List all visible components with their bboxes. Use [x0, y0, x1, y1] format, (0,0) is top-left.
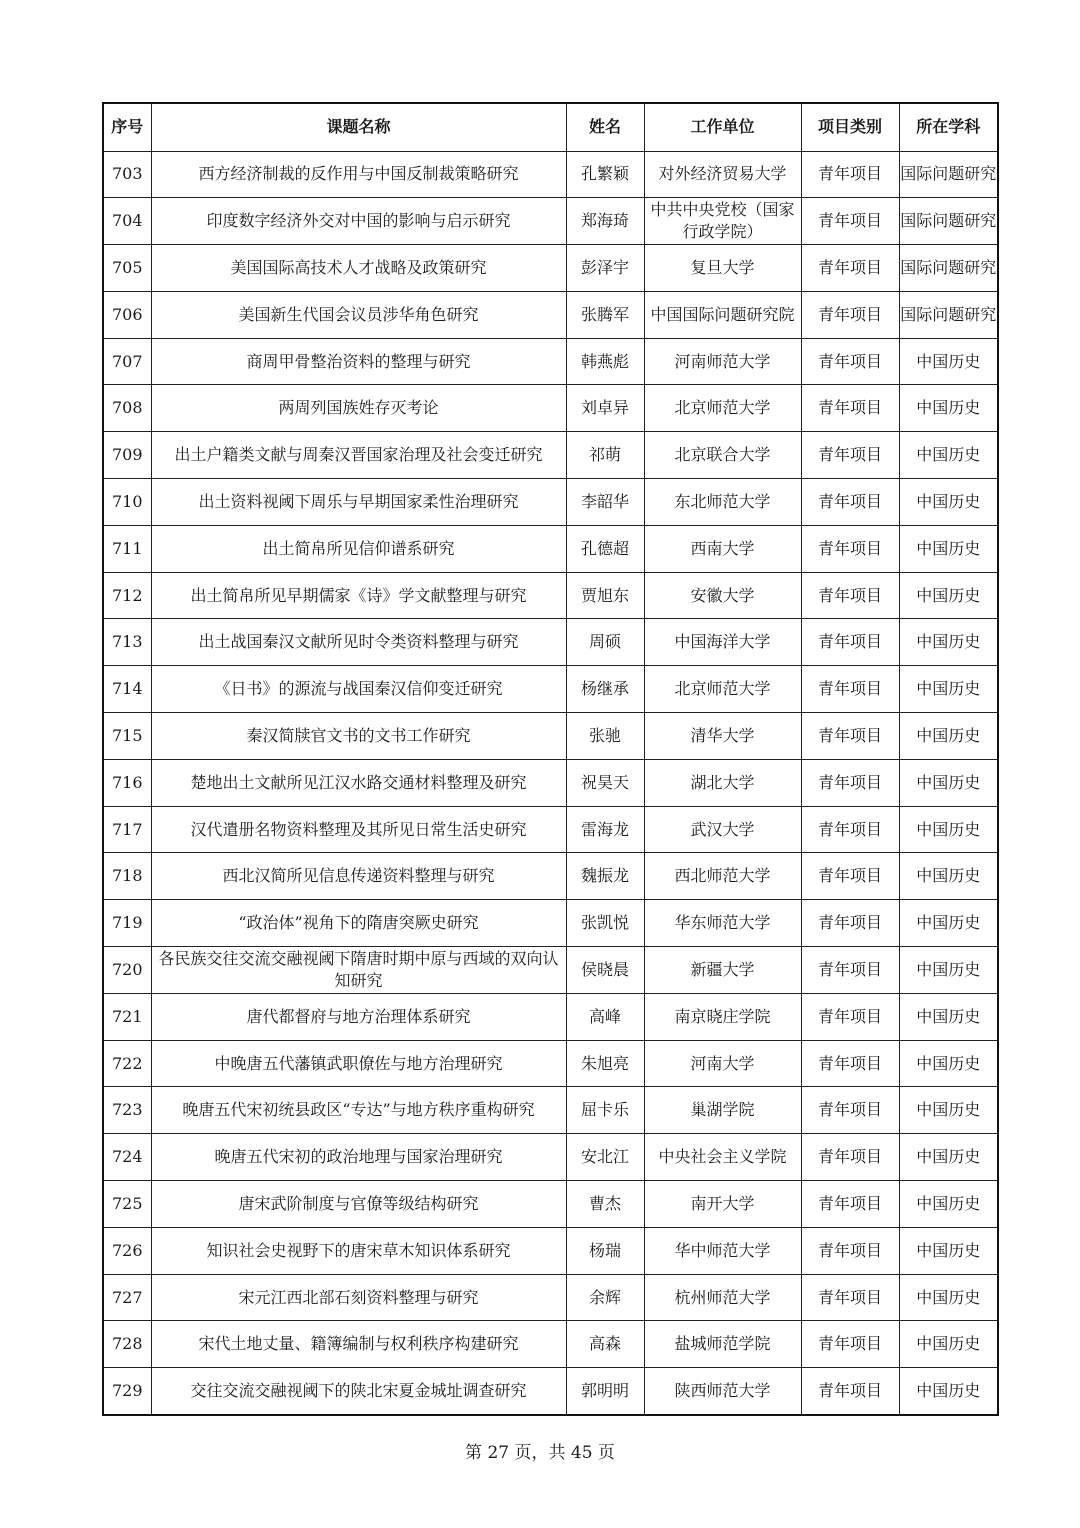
cell-institution: 清华大学 [644, 713, 801, 760]
cell-title: 知识社会史视野下的唐宋草木知识体系研究 [151, 1227, 566, 1274]
cell-title: 交往交流交融视阈下的陕北宋夏金城址调查研究 [151, 1368, 566, 1415]
cell-no: 723 [103, 1087, 151, 1134]
cell-institution: 巢湖学院 [644, 1087, 801, 1134]
cell-institution: 中共中央党校（国家行政学院） [644, 198, 801, 245]
cell-subject: 中国历史 [899, 666, 998, 713]
cell-name: 彭泽宇 [566, 245, 644, 292]
cell-category: 青年项目 [801, 713, 899, 760]
table-row [103, 151, 998, 198]
cell-category: 青年项目 [801, 666, 899, 713]
cell-category: 青年项目 [801, 479, 899, 526]
header-name: 姓名 [566, 103, 644, 151]
cell-name: 张驰 [566, 713, 644, 760]
table-row [103, 525, 998, 572]
cell-category: 青年项目 [801, 806, 899, 853]
header-no: 序号 [103, 103, 151, 151]
cell-institution: 北京联合大学 [644, 432, 801, 479]
cell-subject: 中国历史 [899, 1274, 998, 1321]
cell-institution: 对外经济贸易大学 [644, 151, 801, 198]
cell-subject: 中国历史 [899, 1368, 998, 1415]
cell-category: 青年项目 [801, 432, 899, 479]
table-row [103, 338, 998, 385]
project-table [102, 102, 999, 1416]
cell-name: 雷海龙 [566, 806, 644, 853]
cell-name: 高峰 [566, 993, 644, 1040]
cell-institution: 西南大学 [644, 525, 801, 572]
cell-institution: 武汉大学 [644, 806, 801, 853]
cell-title: 美国新生代国会议员涉华角色研究 [151, 291, 566, 338]
table-row [103, 947, 998, 994]
cell-title: 印度数字经济外交对中国的影响与启示研究 [151, 198, 566, 245]
table-header-row [103, 103, 998, 151]
cell-no: 711 [103, 525, 151, 572]
cell-no: 725 [103, 1181, 151, 1228]
table-row [103, 291, 998, 338]
table-row [103, 1274, 998, 1321]
cell-title: 各民族交往交流交融视阈下隋唐时期中原与西域的双向认知研究 [151, 947, 566, 994]
cell-subject: 中国历史 [899, 759, 998, 806]
cell-institution: 华东师范大学 [644, 900, 801, 947]
cell-no: 716 [103, 759, 151, 806]
cell-subject: 中国历史 [899, 572, 998, 619]
cell-title: 宋代土地丈量、籍簿编制与权利秩序构建研究 [151, 1321, 566, 1368]
cell-title: 晚唐五代宋初的政治地理与国家治理研究 [151, 1134, 566, 1181]
cell-subject: 国际问题研究 [899, 198, 998, 245]
table-row [103, 713, 998, 760]
cell-no: 709 [103, 432, 151, 479]
table-row [103, 572, 998, 619]
cell-name: 周硕 [566, 619, 644, 666]
cell-category: 青年项目 [801, 619, 899, 666]
header-title: 课题名称 [151, 103, 566, 151]
page-footer: 第 27 页，共 45 页 [465, 1443, 615, 1463]
table-row [103, 1087, 998, 1134]
cell-institution: 复旦大学 [644, 245, 801, 292]
cell-subject: 中国历史 [899, 1040, 998, 1087]
cell-institution: 华中师范大学 [644, 1227, 801, 1274]
cell-no: 728 [103, 1321, 151, 1368]
cell-institution: 安徽大学 [644, 572, 801, 619]
cell-subject: 中国历史 [899, 853, 998, 900]
cell-title: 宋元江西北部石刻资料整理与研究 [151, 1274, 566, 1321]
cell-no: 727 [103, 1274, 151, 1321]
cell-subject: 中国历史 [899, 806, 998, 853]
cell-no: 706 [103, 291, 151, 338]
cell-institution: 北京师范大学 [644, 385, 801, 432]
cell-no: 729 [103, 1368, 151, 1415]
cell-category: 青年项目 [801, 291, 899, 338]
table-row [103, 1368, 998, 1415]
table-row [103, 479, 998, 526]
cell-name: 高森 [566, 1321, 644, 1368]
cell-subject: 中国历史 [899, 479, 998, 526]
table-row [103, 1134, 998, 1181]
cell-subject: 中国历史 [899, 525, 998, 572]
cell-name: 孔德超 [566, 525, 644, 572]
table-row [103, 666, 998, 713]
cell-institution: 北京师范大学 [644, 666, 801, 713]
cell-title: 晚唐五代宋初统县政区“专达”与地方秩序重构研究 [151, 1087, 566, 1134]
cell-subject: 中国历史 [899, 1087, 998, 1134]
cell-no: 703 [103, 151, 151, 198]
cell-name: 孔繁颖 [566, 151, 644, 198]
cell-title: 美国国际高技术人才战略及政策研究 [151, 245, 566, 292]
cell-name: 祝昊天 [566, 759, 644, 806]
cell-name: 杨继承 [566, 666, 644, 713]
cell-category: 青年项目 [801, 1134, 899, 1181]
cell-institution: 河南师范大学 [644, 338, 801, 385]
cell-category: 青年项目 [801, 338, 899, 385]
cell-category: 青年项目 [801, 993, 899, 1040]
cell-no: 707 [103, 338, 151, 385]
cell-title: 《日书》的源流与战国秦汉信仰变迁研究 [151, 666, 566, 713]
cell-category: 青年项目 [801, 1274, 899, 1321]
cell-name: 祁萌 [566, 432, 644, 479]
cell-category: 青年项目 [801, 1087, 899, 1134]
table-row [103, 1181, 998, 1228]
cell-category: 青年项目 [801, 1321, 899, 1368]
cell-title: 唐代都督府与地方治理体系研究 [151, 993, 566, 1040]
cell-no: 721 [103, 993, 151, 1040]
table-row [103, 432, 998, 479]
cell-name: 安北江 [566, 1134, 644, 1181]
cell-name: 侯晓晨 [566, 947, 644, 994]
cell-name: 屈卡乐 [566, 1087, 644, 1134]
cell-no: 715 [103, 713, 151, 760]
cell-title: 中晚唐五代藩镇武职僚佐与地方治理研究 [151, 1040, 566, 1087]
cell-category: 青年项目 [801, 385, 899, 432]
cell-no: 712 [103, 572, 151, 619]
cell-title: 汉代遣册名物资料整理及其所见日常生活史研究 [151, 806, 566, 853]
cell-no: 719 [103, 900, 151, 947]
cell-category: 青年项目 [801, 853, 899, 900]
cell-subject: 中国历史 [899, 947, 998, 994]
cell-no: 705 [103, 245, 151, 292]
cell-name: 杨瑞 [566, 1227, 644, 1274]
cell-institution: 陕西师范大学 [644, 1368, 801, 1415]
cell-subject: 中国历史 [899, 900, 998, 947]
cell-title: 西北汉简所见信息传递资料整理与研究 [151, 853, 566, 900]
cell-no: 718 [103, 853, 151, 900]
cell-name: 李韶华 [566, 479, 644, 526]
cell-institution: 河南大学 [644, 1040, 801, 1087]
cell-subject: 中国历史 [899, 1321, 998, 1368]
cell-subject: 国际问题研究 [899, 151, 998, 198]
table-row [103, 806, 998, 853]
cell-no: 724 [103, 1134, 151, 1181]
cell-institution: 湖北大学 [644, 759, 801, 806]
cell-title: 商周甲骨整治资料的整理与研究 [151, 338, 566, 385]
table-row [103, 900, 998, 947]
table-row [103, 1227, 998, 1274]
table-body [103, 151, 998, 1415]
cell-no: 714 [103, 666, 151, 713]
cell-category: 青年项目 [801, 1181, 899, 1228]
cell-title: 出土简帛所见信仰谱系研究 [151, 525, 566, 572]
cell-no: 710 [103, 479, 151, 526]
cell-institution: 中央社会主义学院 [644, 1134, 801, 1181]
cell-name: 韩燕彪 [566, 338, 644, 385]
table-row [103, 619, 998, 666]
cell-category: 青年项目 [801, 151, 899, 198]
cell-name: 刘卓异 [566, 385, 644, 432]
cell-institution: 杭州师范大学 [644, 1274, 801, 1321]
cell-institution: 西北师范大学 [644, 853, 801, 900]
cell-institution: 新疆大学 [644, 947, 801, 994]
cell-subject: 中国历史 [899, 993, 998, 1040]
cell-no: 704 [103, 198, 151, 245]
cell-title: 出土简帛所见早期儒家《诗》学文献整理与研究 [151, 572, 566, 619]
table-row [103, 1040, 998, 1087]
cell-subject: 中国历史 [899, 1181, 998, 1228]
cell-subject: 中国历史 [899, 385, 998, 432]
table-row [103, 198, 998, 245]
cell-no: 722 [103, 1040, 151, 1087]
cell-name: 张腾军 [566, 291, 644, 338]
cell-name: 贾旭东 [566, 572, 644, 619]
cell-title: 出土战国秦汉文献所见时令类资料整理与研究 [151, 619, 566, 666]
cell-institution: 中国海洋大学 [644, 619, 801, 666]
cell-title: 西方经济制裁的反作用与中国反制裁策略研究 [151, 151, 566, 198]
table-row [103, 759, 998, 806]
cell-institution: 盐城师范学院 [644, 1321, 801, 1368]
cell-title: 楚地出土文献所见江汉水路交通材料整理及研究 [151, 759, 566, 806]
cell-title: 出土资料视阈下周乐与早期国家柔性治理研究 [151, 479, 566, 526]
cell-name: 张凯悦 [566, 900, 644, 947]
cell-institution: 中国国际问题研究院 [644, 291, 801, 338]
cell-name: 朱旭亮 [566, 1040, 644, 1087]
cell-category: 青年项目 [801, 1227, 899, 1274]
table-row [103, 853, 998, 900]
header-subject: 所在学科 [899, 103, 998, 151]
cell-subject: 国际问题研究 [899, 291, 998, 338]
table-row [103, 385, 998, 432]
cell-title: 唐宋武阶制度与官僚等级结构研究 [151, 1181, 566, 1228]
header-category: 项目类别 [801, 103, 899, 151]
cell-category: 青年项目 [801, 572, 899, 619]
cell-subject: 中国历史 [899, 432, 998, 479]
cell-category: 青年项目 [801, 525, 899, 572]
cell-institution: 南京晓庄学院 [644, 993, 801, 1040]
cell-title: 出土户籍类文献与周秦汉晋国家治理及社会变迁研究 [151, 432, 566, 479]
cell-title: “政治体”视角下的隋唐突厥史研究 [151, 900, 566, 947]
cell-no: 713 [103, 619, 151, 666]
cell-name: 余辉 [566, 1274, 644, 1321]
cell-subject: 中国历史 [899, 713, 998, 760]
cell-title: 秦汉简牍官文书的文书工作研究 [151, 713, 566, 760]
header-institution: 工作单位 [644, 103, 801, 151]
cell-name: 郑海琦 [566, 198, 644, 245]
cell-category: 青年项目 [801, 245, 899, 292]
cell-no: 720 [103, 947, 151, 994]
cell-title: 两周列国族姓存灭考论 [151, 385, 566, 432]
cell-no: 717 [103, 806, 151, 853]
cell-category: 青年项目 [801, 947, 899, 994]
table-row [103, 993, 998, 1040]
table-row [103, 245, 998, 292]
cell-category: 青年项目 [801, 198, 899, 245]
cell-no: 726 [103, 1227, 151, 1274]
cell-subject: 中国历史 [899, 1227, 998, 1274]
cell-subject: 中国历史 [899, 619, 998, 666]
cell-name: 曹杰 [566, 1181, 644, 1228]
cell-category: 青年项目 [801, 900, 899, 947]
cell-institution: 东北师范大学 [644, 479, 801, 526]
cell-institution: 南开大学 [644, 1181, 801, 1228]
cell-name: 郭明明 [566, 1368, 644, 1415]
cell-name: 魏振龙 [566, 853, 644, 900]
cell-subject: 中国历史 [899, 338, 998, 385]
cell-no: 708 [103, 385, 151, 432]
table-row [103, 1321, 998, 1368]
cell-category: 青年项目 [801, 1040, 899, 1087]
cell-category: 青年项目 [801, 759, 899, 806]
cell-category: 青年项目 [801, 1368, 899, 1415]
cell-subject: 国际问题研究 [899, 245, 998, 292]
cell-subject: 中国历史 [899, 1134, 998, 1181]
